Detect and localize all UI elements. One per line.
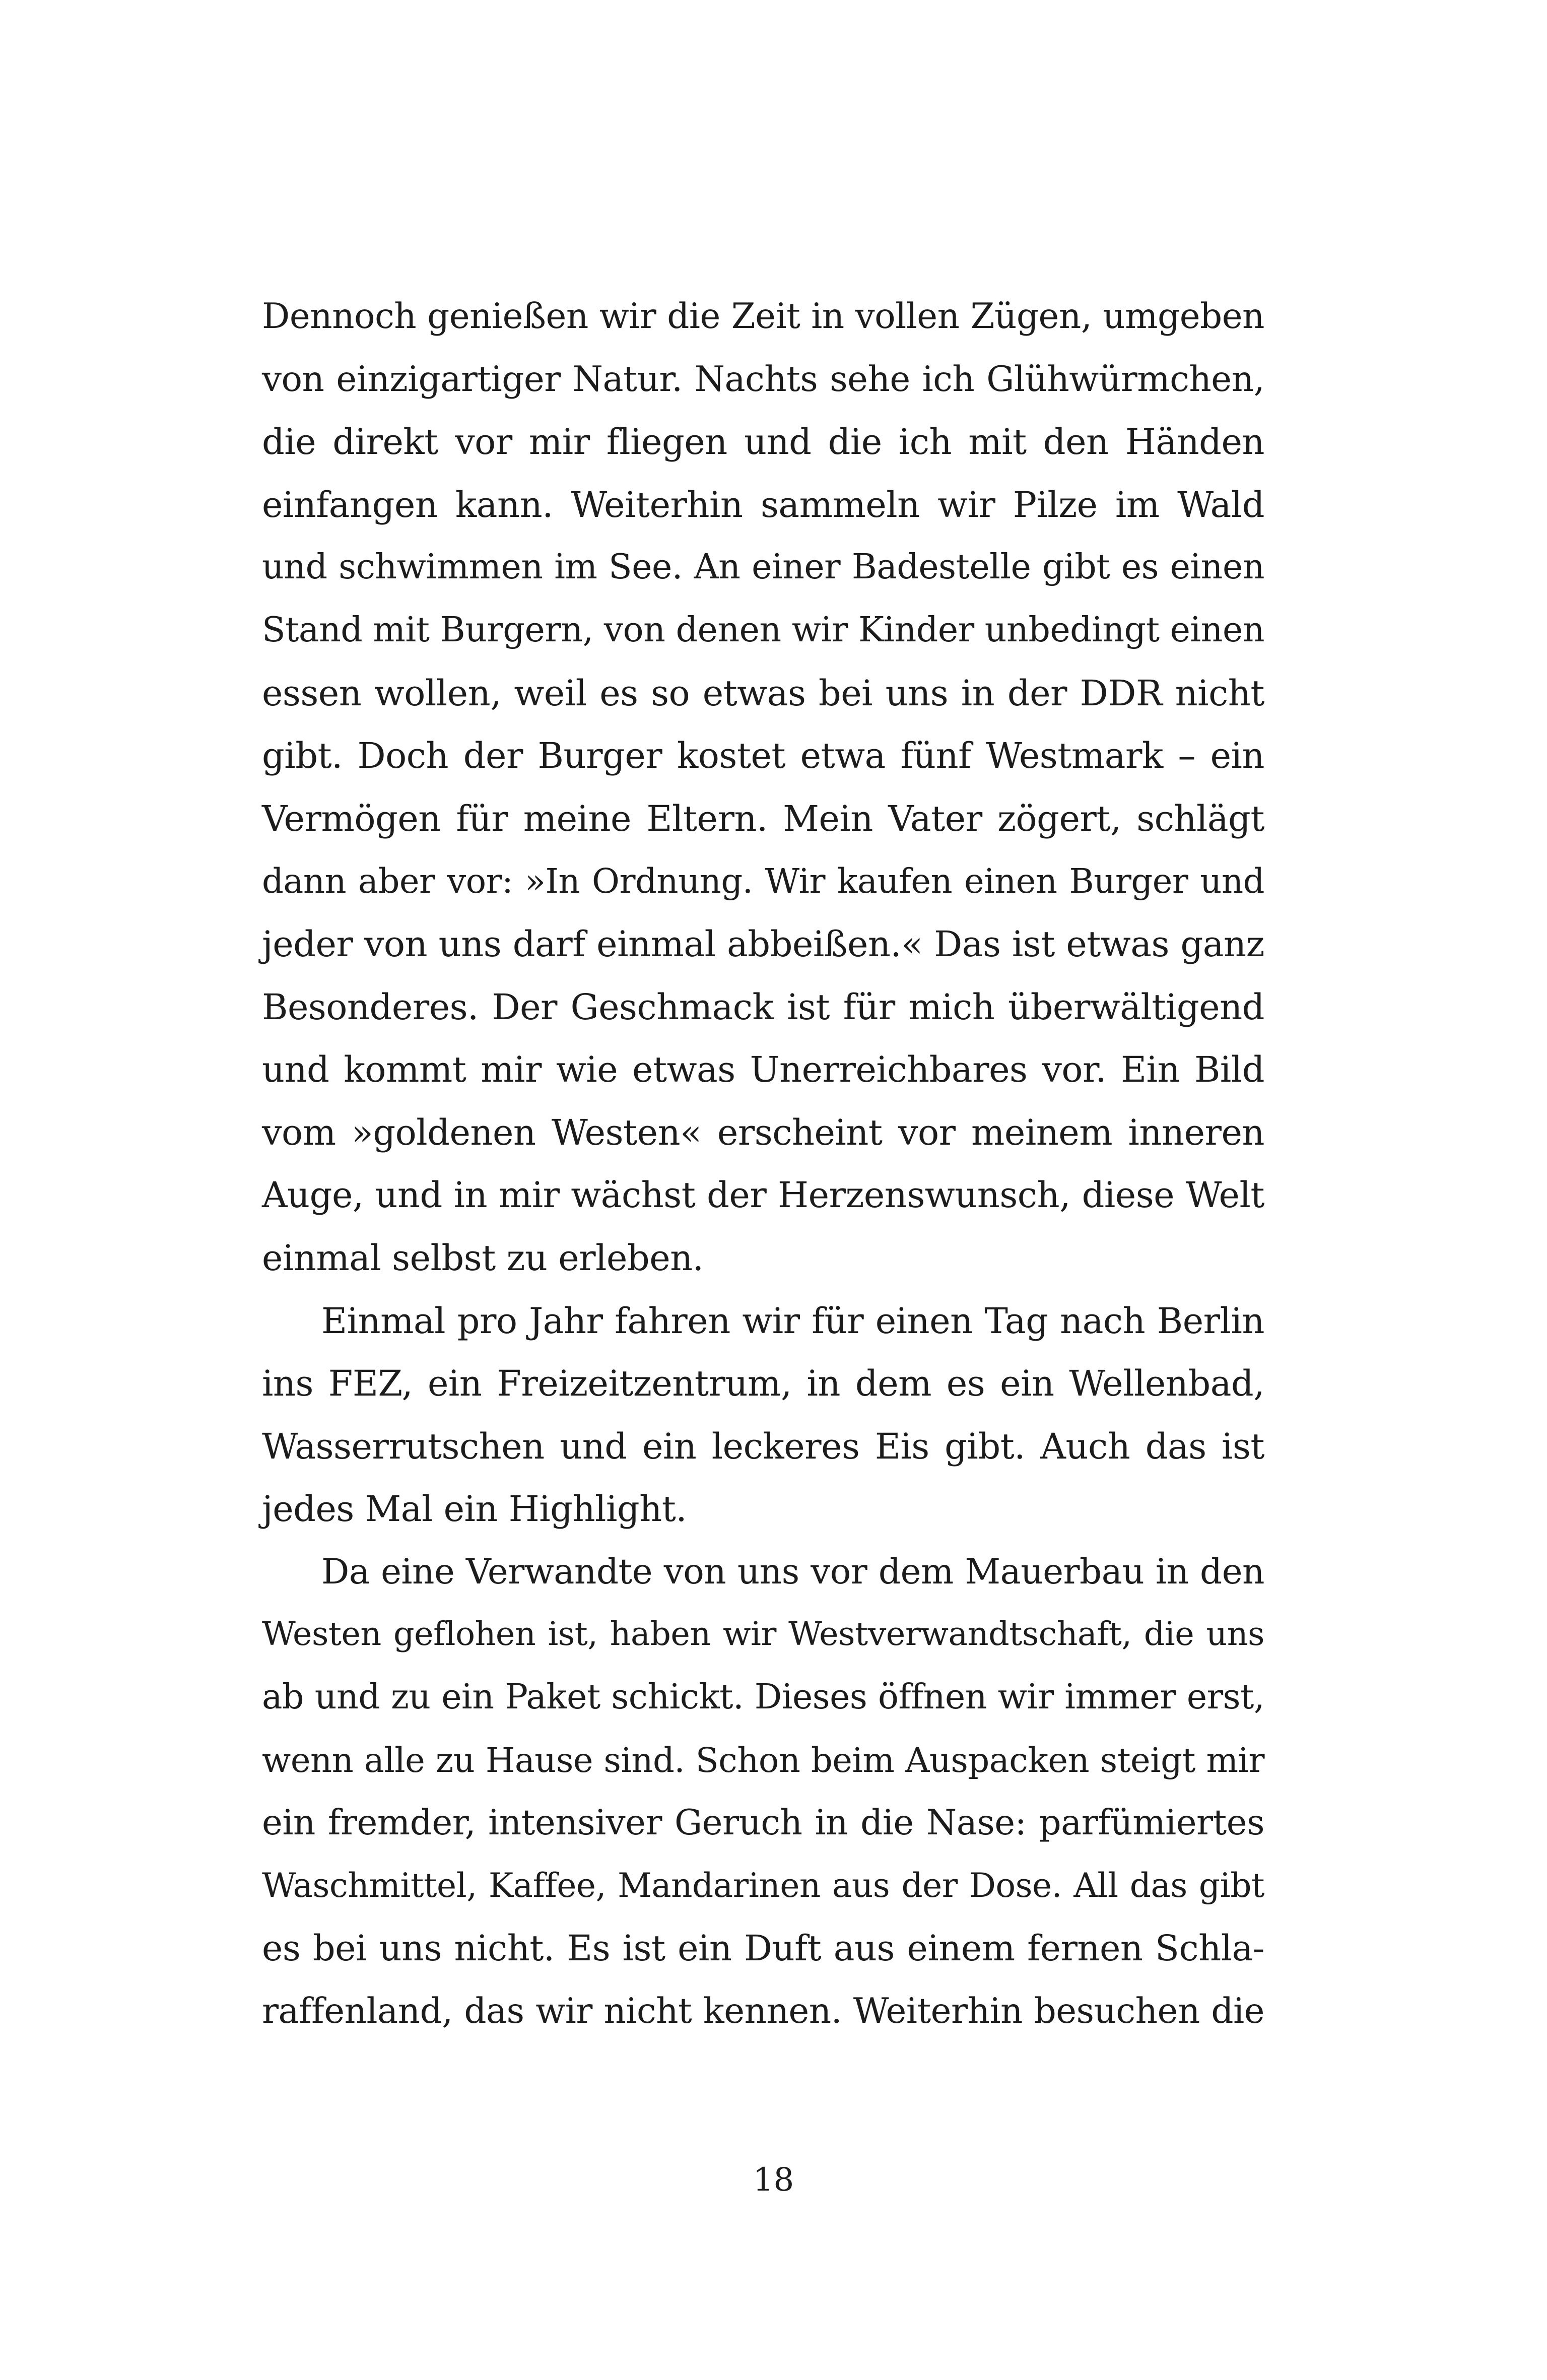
text-line: Vermögen für meine Eltern. Mein Vater zögert, schlägt [262,798,1264,839]
text-line: essen wollen, weil es so etwas bei uns in der DDR nicht [262,672,1264,714]
text-line: Dennoch genießen wir die Zeit in vollen Zügen, umgeben [262,296,1264,337]
text-line: von einzigartiger Natur. Nachts sehe ich Glühwürmchen, [262,359,1264,400]
text-line: Besonderes. Der Geschmack ist für mich überwältigend [262,986,1264,1028]
text-line: Stand mit Burgern, von denen wir Kinder unbedingt einen [262,610,1264,650]
text-line: ins FEZ, ein Freizeitzentrum, in dem es ein Wellenbad, [262,1363,1264,1405]
page-number: 18 [753,2161,794,2199]
text-line: Auge, und in mir wächst der Herzenswunsch, diese Welt [262,1174,1264,1216]
text-line: jeder von uns darf einmal abbeißen.« Das ist etwas ganz [262,923,1264,965]
text-line: und kommt mir wie etwas Unerreichbares vor. Ein Bild [262,1049,1264,1091]
text-line: wenn alle zu Hause sind. Schon beim Auspacken steigt mir [262,1740,1264,1780]
text-line: ab und zu ein Paket schickt. Dieses öffnen wir immer erst, [262,1677,1264,1717]
text-line: Da eine Verwandte von uns vor dem Mauerbau in den [321,1551,1264,1592]
text-line: gibt. Doch der Burger kostet etwa fünf Westmark – ein [262,735,1264,777]
body-text [262,285,1264,2043]
text-line: Westen geflohen ist, haben wir Westverwandtschaft, die uns [262,1615,1264,1654]
text-line: Einmal pro Jahr fahren wir für einen Tag nach Berlin [321,1300,1264,1342]
text-line: die direkt vor mir fliegen und die ich mit den Händen [262,421,1264,463]
text-line: einmal selbst zu erleben. [262,1237,704,1279]
text-line: es bei uns nicht. Es ist ein Duft aus einem fernen Schla- [262,1928,1264,1969]
text-line: und schwimmen im See. An einer Badestelle gibt es einen [262,547,1264,587]
text-line: einfangen kann. Weiterhin sammeln wir Pilze im Wald [262,484,1264,525]
text-line: dann aber vor: »In Ordnung. Wir kaufen einen Burger und [262,862,1264,901]
text-line: raffenland, das wir nicht kennen. Weiterhin besuchen die [262,1991,1264,2032]
text-line: vom »goldenen Westen« erscheint vor meinem inneren [262,1111,1264,1153]
text-line: ein fremder, intensiver Geruch in die Nase: parfümiertes [262,1803,1264,1843]
text-line: Wasserrutschen und ein leckeres Eis gibt. Auch das ist [262,1425,1264,1467]
text-line: Waschmittel, Kaffee, Mandarinen aus der Dose. All das gibt [262,1866,1264,1905]
text-line: jedes Mal ein Highlight. [262,1488,687,1530]
